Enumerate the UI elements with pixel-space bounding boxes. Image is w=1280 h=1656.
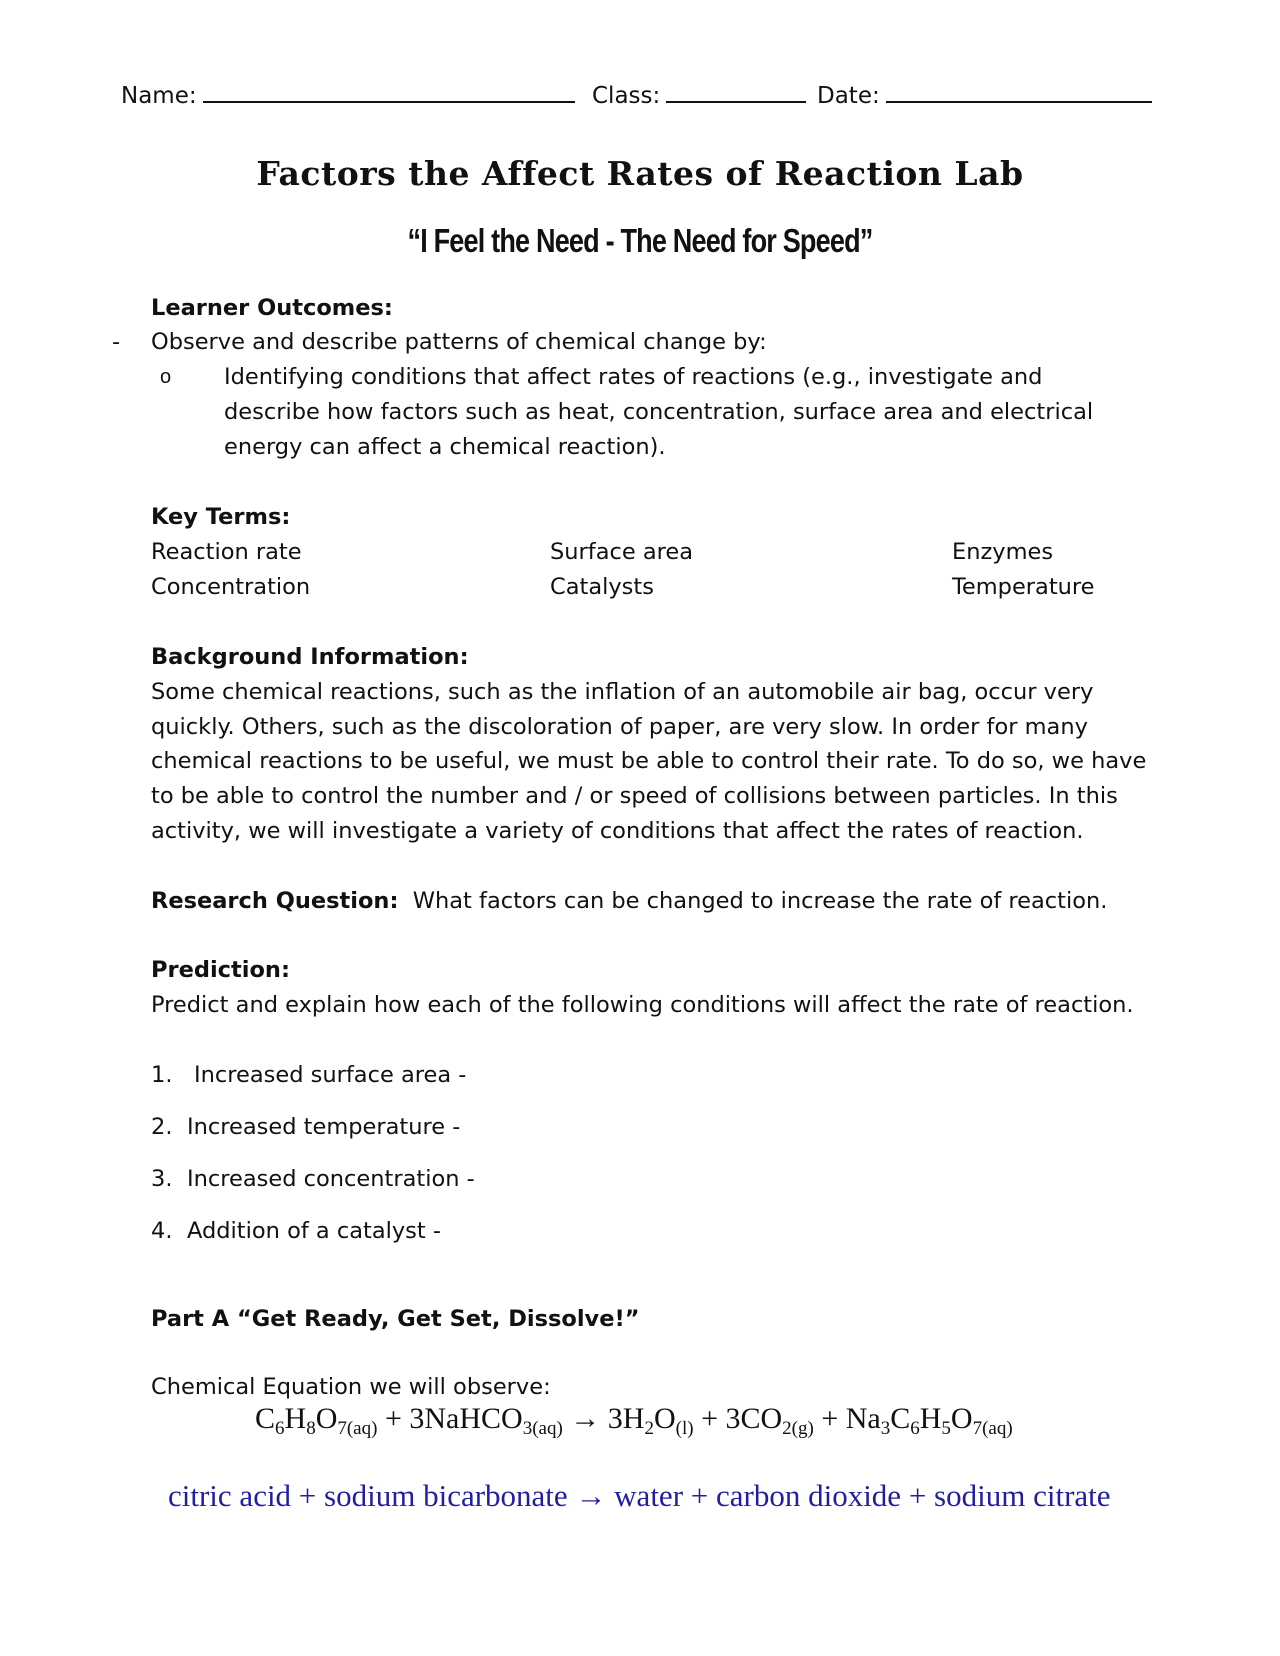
sub-bullet-marker: o [160, 366, 172, 388]
key-term: Enzymes [952, 539, 1054, 565]
background-heading: Background Information: [151, 644, 469, 670]
prediction-item-number: 3. [151, 1166, 173, 1192]
prediction-item-number: 2. [151, 1114, 173, 1140]
key-term: Temperature [952, 574, 1095, 600]
page-subtitle: “I Feel the Need - The Need for Speed” [407, 222, 873, 259]
prediction-intro: Predict and explain how each of the following conditions will affect the rate of reaction. [151, 992, 1134, 1018]
prediction-item-text: Increased temperature - [187, 1114, 461, 1140]
name-label: Name: [121, 83, 197, 109]
page-title: Factors the Affect Rates of Reaction Lab [256, 154, 1024, 193]
sub-bullet-line-2: describe how factors such as heat, concentration, surface area and electrical [224, 399, 1094, 425]
date-field [817, 79, 1152, 109]
background-line: quickly. Others, such as the discoloration of paper, are very slow. In order for many [151, 714, 1088, 740]
name-blank[interactable] [203, 79, 575, 103]
prediction-item-text: Increased surface area - [194, 1062, 467, 1088]
key-terms-heading: Key Terms: [151, 504, 291, 530]
name-field [121, 79, 575, 109]
chemical-equation: $C_6H_8O_{7(aq)}$ + 3NaHCO$_{3(aq)}$ → $3H_2O_{(l)} + 3CO_{2(g)} + Na_3C_6H_5O_{7(aq)}$ [255, 1402, 1013, 1439]
sub-bullet-line-3: energy can affect a chemical reaction). [224, 434, 666, 460]
date-label: Date: [817, 83, 880, 109]
learner-outcomes-heading: Learner Outcomes: [151, 295, 393, 321]
research-question-label: Research Question: [151, 888, 399, 914]
prediction-item-number: 4. [151, 1218, 173, 1244]
class-field [592, 79, 806, 109]
prediction-item-text: Addition of a catalyst - [187, 1218, 441, 1244]
background-line: chemical reactions to be useful, we must be able to control their rate. To do so, we have [151, 748, 1147, 774]
learner-outcome-bullet: Observe and describe patterns of chemical change by: [151, 329, 767, 355]
research-question-text: What factors can be changed to increase the rate of reaction. [412, 888, 1108, 914]
equation-label: Chemical Equation we will observe: [151, 1374, 551, 1400]
prediction-item-text: Increased concentration - [187, 1166, 475, 1192]
sub-bullet-line-1: Identifying conditions that affect rates of reactions (e.g., investigate and [224, 364, 1043, 390]
prediction-heading: Prediction: [151, 957, 290, 983]
bullet-dash: - [112, 329, 121, 355]
background-line: activity, we will investigate a variety of conditions that affect the rates of reaction. [151, 818, 1084, 844]
part-a-heading: Part A “Get Ready, Get Set, Dissolve!” [151, 1306, 640, 1332]
key-term: Concentration [151, 574, 311, 600]
background-line: Some chemical reactions, such as the inflation of an automobile air bag, occur very [151, 679, 1094, 705]
prediction-item-number: 1. [151, 1062, 173, 1088]
key-term: Reaction rate [151, 539, 302, 565]
background-line: to be able to control the number and / or speed of collisions between particles. In this [151, 783, 1118, 809]
date-blank[interactable] [886, 79, 1152, 103]
key-term: Surface area [550, 539, 694, 565]
key-term: Catalysts [550, 574, 654, 600]
class-blank[interactable] [666, 79, 806, 103]
class-label: Class: [592, 83, 661, 109]
word-equation: citric acid + sodium bicarbonate → water + carbon dioxide + sodium citrate [168, 1478, 1111, 1513]
research-question [151, 884, 1107, 919]
